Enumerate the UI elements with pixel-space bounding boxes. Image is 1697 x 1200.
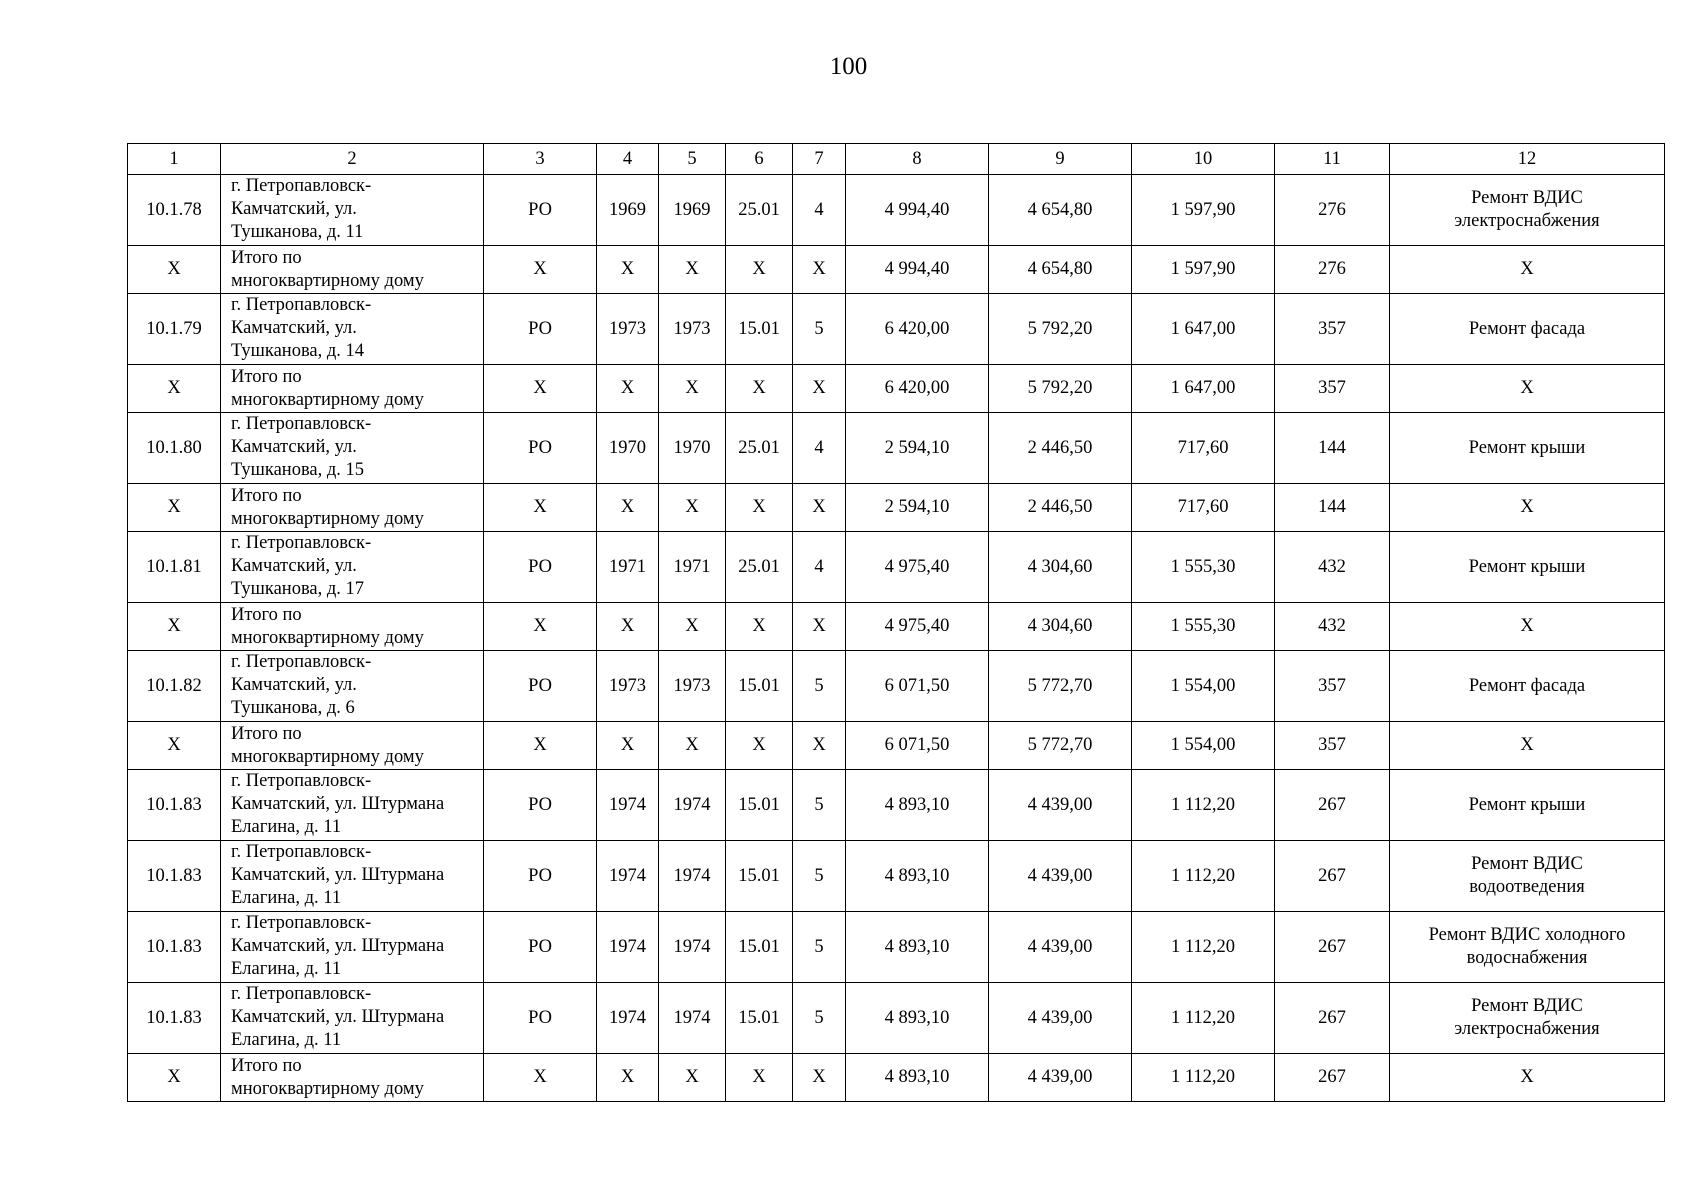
non-living-area-cell: 1 112,20 <box>1132 841 1275 912</box>
work-type-line: Х <box>1520 1067 1534 1087</box>
row-number-cell: Х <box>128 246 221 294</box>
work-type-line: Ремонт ВДИС холодного <box>1428 925 1626 945</box>
address-line: Итого по <box>231 366 302 387</box>
floors-cell: 5 <box>793 983 846 1054</box>
residents-cell: 357 <box>1275 294 1390 365</box>
work-type-cell <box>1390 1054 1665 1102</box>
total-area-cell: 4 975,40 <box>846 532 989 603</box>
work-type-line: Ремонт крыши <box>1468 437 1586 458</box>
header-cell-7: 7 <box>793 144 846 175</box>
commission-year-cell: 1973 <box>597 294 659 365</box>
commission-year-cell: 1971 <box>597 532 659 603</box>
commission-year-cell: Х <box>597 484 659 532</box>
floors-cell: 4 <box>793 413 846 484</box>
total-area-cell: 6 420,00 <box>846 365 989 413</box>
address-line: г. Петропавловск- <box>231 984 372 1004</box>
total-area-cell: 4 893,10 <box>846 983 989 1054</box>
address-cell <box>221 651 484 722</box>
address-line: г. Петропавловск- <box>231 295 372 315</box>
address-line: Тушканова, д. 11 <box>231 222 364 242</box>
total-row <box>128 484 1665 532</box>
commission-year-cell: 1974 <box>597 983 659 1054</box>
ownership-method-cell: РО <box>484 983 597 1054</box>
address-line: г. Петропавловск- <box>231 176 372 196</box>
address-line: Итого по <box>231 723 302 744</box>
table-row <box>128 841 1665 912</box>
row-number-cell: 10.1.80 <box>128 413 221 484</box>
floors-cell: Х <box>793 246 846 294</box>
address-line: многоквартирному дому <box>231 746 424 767</box>
address-line: многоквартирному дому <box>231 389 424 410</box>
address-line: Камчатский, ул. Штурмана <box>231 794 445 814</box>
total-row <box>128 722 1665 770</box>
residents-cell: 357 <box>1275 365 1390 413</box>
address-cell <box>221 912 484 983</box>
residents-cell: 432 <box>1275 603 1390 651</box>
address-line: Елагина, д. 11 <box>231 888 342 908</box>
residents-cell: 267 <box>1275 770 1390 841</box>
living-area-cell: 4 654,80 <box>989 246 1132 294</box>
row-number-cell: Х <box>128 603 221 651</box>
header-cell-5: 5 <box>659 144 726 175</box>
header-cell-1: 1 <box>128 144 221 175</box>
residents-cell: 267 <box>1275 983 1390 1054</box>
address-line: Камчатский, ул. <box>231 675 357 695</box>
work-type-cell <box>1390 651 1665 722</box>
non-living-area-cell: 1 647,00 <box>1132 294 1275 365</box>
address-line: Тушканова, д. 14 <box>231 341 365 361</box>
commission-year-cell: Х <box>597 722 659 770</box>
header-cell-8: 8 <box>846 144 989 175</box>
header-cell-10: 10 <box>1132 144 1275 175</box>
living-area-cell: 4 439,00 <box>989 841 1132 912</box>
floors-cell: Х <box>793 603 846 651</box>
wall-material-cell: Х <box>726 1054 793 1102</box>
residents-cell: 144 <box>1275 413 1390 484</box>
residents-cell: 357 <box>1275 651 1390 722</box>
total-area-cell: 4 893,10 <box>846 912 989 983</box>
last-repair-year-cell: 1971 <box>659 532 726 603</box>
work-type-line: водоотведения <box>1469 877 1585 897</box>
last-repair-year-cell: 1974 <box>659 912 726 983</box>
work-type-cell <box>1390 532 1665 603</box>
address-line: г. Петропавловск- <box>231 913 372 933</box>
ownership-method-cell: РО <box>484 651 597 722</box>
total-area-cell: 2 594,10 <box>846 484 989 532</box>
address-cell <box>221 413 484 484</box>
last-repair-year-cell: 1974 <box>659 983 726 1054</box>
table-body <box>128 144 1665 1102</box>
address-line: Итого по <box>231 1055 302 1076</box>
commission-year-cell: 1974 <box>597 912 659 983</box>
ownership-method-cell: Х <box>484 1054 597 1102</box>
non-living-area-cell: 1 647,00 <box>1132 365 1275 413</box>
header-cell-4: 4 <box>597 144 659 175</box>
work-type-cell <box>1390 912 1665 983</box>
floors-cell: 4 <box>793 175 846 246</box>
header-row <box>128 144 1665 175</box>
header-cell-9: 9 <box>989 144 1132 175</box>
address-line: Камчатский, ул. <box>231 199 357 219</box>
living-area-cell: 2 446,50 <box>989 413 1132 484</box>
last-repair-year-cell: 1973 <box>659 651 726 722</box>
wall-material-cell: 25.01 <box>726 532 793 603</box>
row-number-cell: 10.1.79 <box>128 294 221 365</box>
total-area-cell: 4 994,40 <box>846 175 989 246</box>
last-repair-year-cell: 1974 <box>659 770 726 841</box>
work-type-line: Ремонт фасада <box>1468 318 1586 339</box>
work-type-line: Ремонт крыши <box>1468 794 1586 815</box>
table-row <box>128 532 1665 603</box>
row-number-cell: 10.1.82 <box>128 651 221 722</box>
wall-material-cell: Х <box>726 722 793 770</box>
last-repair-year-cell: Х <box>659 603 726 651</box>
commission-year-cell: 1974 <box>597 841 659 912</box>
ownership-method-cell: РО <box>484 413 597 484</box>
row-number-cell: Х <box>128 722 221 770</box>
ownership-method-cell: РО <box>484 175 597 246</box>
living-area-cell: 4 304,60 <box>989 603 1132 651</box>
last-repair-year-cell: Х <box>659 484 726 532</box>
address-cell <box>221 770 484 841</box>
work-type-cell <box>1390 770 1665 841</box>
residents-cell: 144 <box>1275 484 1390 532</box>
non-living-area-cell: 717,60 <box>1132 413 1275 484</box>
address-cell <box>221 983 484 1054</box>
total-row <box>128 603 1665 651</box>
address-line: Камчатский, ул. <box>231 556 357 576</box>
living-area-cell: 4 439,00 <box>989 912 1132 983</box>
work-type-cell <box>1390 294 1665 365</box>
table-row <box>128 294 1665 365</box>
table-row <box>128 175 1665 246</box>
work-type-cell <box>1390 603 1665 651</box>
floors-cell: Х <box>793 1054 846 1102</box>
non-living-area-cell: 1 554,00 <box>1132 651 1275 722</box>
table-row <box>128 912 1665 983</box>
work-type-cell <box>1390 722 1665 770</box>
wall-material-cell: 15.01 <box>726 294 793 365</box>
work-type-line: Ремонт ВДИС <box>1471 188 1583 208</box>
last-repair-year-cell: 1970 <box>659 413 726 484</box>
work-type-line: Х <box>1520 378 1534 398</box>
address-line: Тушканова, д. 15 <box>231 460 365 480</box>
work-type-cell <box>1390 484 1665 532</box>
address-line: многоквартирному дому <box>231 270 424 291</box>
repair-program-table <box>127 143 1665 1102</box>
non-living-area-cell: 1 597,90 <box>1132 246 1275 294</box>
floors-cell: 5 <box>793 841 846 912</box>
address-line: Елагина, д. 11 <box>231 1030 342 1050</box>
address-line: Камчатский, ул. Штурмана <box>231 865 445 885</box>
address-cell <box>221 246 484 294</box>
work-type-line: Х <box>1520 259 1534 279</box>
residents-cell: 276 <box>1275 175 1390 246</box>
row-number-cell: 10.1.83 <box>128 912 221 983</box>
address-cell <box>221 175 484 246</box>
wall-material-cell: Х <box>726 246 793 294</box>
non-living-area-cell: 1 554,00 <box>1132 722 1275 770</box>
address-cell <box>221 1054 484 1102</box>
wall-material-cell: 15.01 <box>726 912 793 983</box>
row-number-cell: 10.1.81 <box>128 532 221 603</box>
living-area-cell: 5 772,70 <box>989 722 1132 770</box>
address-cell <box>221 532 484 603</box>
wall-material-cell: 15.01 <box>726 651 793 722</box>
address-cell <box>221 484 484 532</box>
ownership-method-cell: Х <box>484 246 597 294</box>
total-area-cell: 4 893,10 <box>846 770 989 841</box>
header-cell-2: 2 <box>221 144 484 175</box>
ownership-method-cell: Х <box>484 484 597 532</box>
floors-cell: Х <box>793 365 846 413</box>
wall-material-cell: 15.01 <box>726 983 793 1054</box>
address-cell <box>221 841 484 912</box>
ownership-method-cell: РО <box>484 912 597 983</box>
commission-year-cell: 1974 <box>597 770 659 841</box>
work-type-cell <box>1390 841 1665 912</box>
row-number-cell: 10.1.83 <box>128 841 221 912</box>
address-line: Итого по <box>231 604 302 625</box>
address-line: Итого по <box>231 485 302 506</box>
address-cell <box>221 603 484 651</box>
non-living-area-cell: 717,60 <box>1132 484 1275 532</box>
floors-cell: 5 <box>793 912 846 983</box>
wall-material-cell: Х <box>726 484 793 532</box>
header-cell-12: 12 <box>1390 144 1665 175</box>
total-area-cell: 6 420,00 <box>846 294 989 365</box>
row-number-cell: 10.1.83 <box>128 983 221 1054</box>
last-repair-year-cell: Х <box>659 246 726 294</box>
total-area-cell: 6 071,50 <box>846 722 989 770</box>
page-number: 100 <box>829 53 868 80</box>
address-line: г. Петропавловск- <box>231 652 372 672</box>
floors-cell: 5 <box>793 770 846 841</box>
living-area-cell: 4 439,00 <box>989 1054 1132 1102</box>
residents-cell: 267 <box>1275 912 1390 983</box>
residents-cell: 357 <box>1275 722 1390 770</box>
residents-cell: 267 <box>1275 1054 1390 1102</box>
wall-material-cell: 15.01 <box>726 841 793 912</box>
total-area-cell: 4 975,40 <box>846 603 989 651</box>
address-cell <box>221 722 484 770</box>
commission-year-cell: Х <box>597 246 659 294</box>
wall-material-cell: Х <box>726 365 793 413</box>
row-number-cell: 10.1.83 <box>128 770 221 841</box>
total-row <box>128 365 1665 413</box>
living-area-cell: 5 792,20 <box>989 294 1132 365</box>
address-line: многоквартирному дому <box>231 1078 424 1099</box>
last-repair-year-cell: Х <box>659 365 726 413</box>
floors-cell: Х <box>793 722 846 770</box>
total-area-cell: 4 893,10 <box>846 1054 989 1102</box>
row-number-cell: Х <box>128 1054 221 1102</box>
work-type-line: Х <box>1520 616 1534 636</box>
address-line: Елагина, д. 11 <box>231 817 342 837</box>
address-line: г. Петропавловск- <box>231 842 372 862</box>
address-line: Камчатский, ул. <box>231 437 357 457</box>
living-area-cell: 4 304,60 <box>989 532 1132 603</box>
total-row <box>128 1054 1665 1102</box>
total-row <box>128 246 1665 294</box>
commission-year-cell: 1973 <box>597 651 659 722</box>
address-line: Елагина, д. 11 <box>231 959 342 979</box>
living-area-cell: 5 772,70 <box>989 651 1132 722</box>
ownership-method-cell: Х <box>484 365 597 413</box>
non-living-area-cell: 1 112,20 <box>1132 983 1275 1054</box>
commission-year-cell: Х <box>597 1054 659 1102</box>
total-area-cell: 4 994,40 <box>846 246 989 294</box>
address-cell <box>221 294 484 365</box>
living-area-cell: 4 439,00 <box>989 983 1132 1054</box>
address-cell <box>221 365 484 413</box>
work-type-line: электроснабжения <box>1454 1019 1600 1039</box>
ownership-method-cell: РО <box>484 532 597 603</box>
work-type-line: электроснабжения <box>1454 211 1600 231</box>
residents-cell: 432 <box>1275 532 1390 603</box>
address-line: Тушканова, д. 17 <box>231 579 365 599</box>
address-line: г. Петропавловск- <box>231 414 372 434</box>
floors-cell: 5 <box>793 294 846 365</box>
work-type-cell <box>1390 983 1665 1054</box>
floors-cell: 4 <box>793 532 846 603</box>
commission-year-cell: Х <box>597 365 659 413</box>
non-living-area-cell: 1 597,90 <box>1132 175 1275 246</box>
work-type-line: Ремонт фасада <box>1468 675 1586 696</box>
work-type-line: Х <box>1520 497 1534 517</box>
floors-cell: Х <box>793 484 846 532</box>
address-line: многоквартирному дому <box>231 508 424 529</box>
work-type-cell <box>1390 365 1665 413</box>
last-repair-year-cell: Х <box>659 722 726 770</box>
address-line: г. Петропавловск- <box>231 771 372 791</box>
ownership-method-cell: Х <box>484 722 597 770</box>
residents-cell: 267 <box>1275 841 1390 912</box>
work-type-cell <box>1390 246 1665 294</box>
last-repair-year-cell: 1969 <box>659 175 726 246</box>
residents-cell: 276 <box>1275 246 1390 294</box>
table-row <box>128 413 1665 484</box>
work-type-line: Ремонт ВДИС <box>1471 996 1583 1016</box>
address-line: Камчатский, ул. <box>231 318 357 338</box>
address-line: Тушканова, д. 6 <box>231 698 355 718</box>
ownership-method-cell: РО <box>484 294 597 365</box>
row-number-cell: Х <box>128 484 221 532</box>
address-line: Камчатский, ул. Штурмана <box>231 936 445 956</box>
ownership-method-cell: РО <box>484 841 597 912</box>
header-cell-3: 3 <box>484 144 597 175</box>
ownership-method-cell: Х <box>484 603 597 651</box>
table-row <box>128 651 1665 722</box>
ownership-method-cell: РО <box>484 770 597 841</box>
work-type-line: Ремонт крыши <box>1468 556 1586 577</box>
work-type-line: Ремонт ВДИС <box>1471 854 1583 874</box>
last-repair-year-cell: 1974 <box>659 841 726 912</box>
living-area-cell: 5 792,20 <box>989 365 1132 413</box>
total-area-cell: 6 071,50 <box>846 651 989 722</box>
last-repair-year-cell: 1973 <box>659 294 726 365</box>
wall-material-cell: 25.01 <box>726 413 793 484</box>
table-row <box>128 770 1665 841</box>
work-type-cell <box>1390 175 1665 246</box>
total-area-cell: 4 893,10 <box>846 841 989 912</box>
living-area-cell: 4 439,00 <box>989 770 1132 841</box>
wall-material-cell: 15.01 <box>726 770 793 841</box>
header-cell-6: 6 <box>726 144 793 175</box>
work-type-cell <box>1390 413 1665 484</box>
work-type-line: Х <box>1520 735 1534 755</box>
address-line: многоквартирному дому <box>231 627 424 648</box>
commission-year-cell: 1969 <box>597 175 659 246</box>
address-line: г. Петропавловск- <box>231 533 372 553</box>
non-living-area-cell: 1 112,20 <box>1132 912 1275 983</box>
total-area-cell: 2 594,10 <box>846 413 989 484</box>
living-area-cell: 2 446,50 <box>989 484 1132 532</box>
work-type-line: водоснабжения <box>1466 948 1588 968</box>
commission-year-cell: Х <box>597 603 659 651</box>
non-living-area-cell: 1 112,20 <box>1132 1054 1275 1102</box>
header-cell-11: 11 <box>1275 144 1390 175</box>
last-repair-year-cell: Х <box>659 1054 726 1102</box>
non-living-area-cell: 1 555,30 <box>1132 603 1275 651</box>
floors-cell: 5 <box>793 651 846 722</box>
table-row <box>128 983 1665 1054</box>
living-area-cell: 4 654,80 <box>989 175 1132 246</box>
commission-year-cell: 1970 <box>597 413 659 484</box>
row-number-cell: 10.1.78 <box>128 175 221 246</box>
address-line: Камчатский, ул. Штурмана <box>231 1007 445 1027</box>
wall-material-cell: 25.01 <box>726 175 793 246</box>
row-number-cell: Х <box>128 365 221 413</box>
non-living-area-cell: 1 112,20 <box>1132 770 1275 841</box>
wall-material-cell: Х <box>726 603 793 651</box>
address-line: Итого по <box>231 247 302 268</box>
non-living-area-cell: 1 555,30 <box>1132 532 1275 603</box>
